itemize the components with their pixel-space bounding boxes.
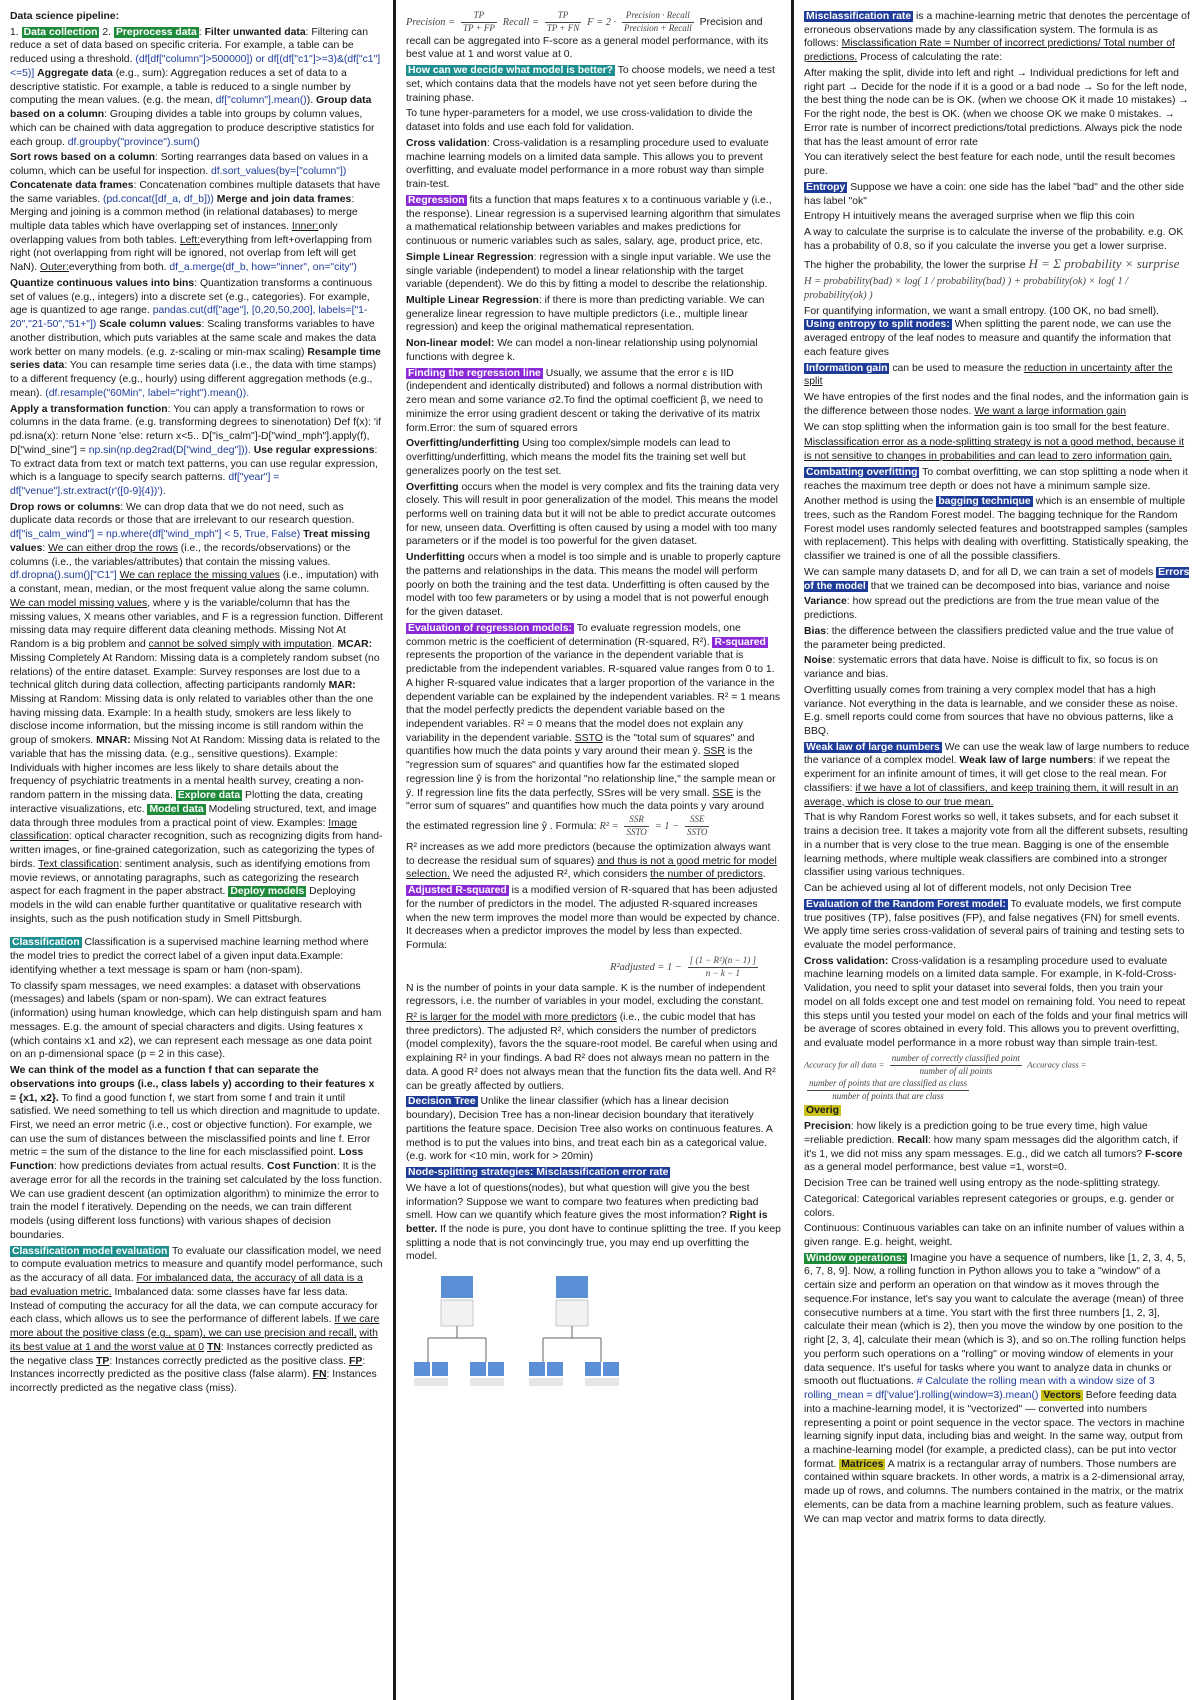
model-choice-heading: How can we decide what model is better? (408, 65, 614, 77)
paragraph-model-function: We can think of the model as a function f that can separate the observations into groups (i.e., class labels y) according to their features x = {x1, x2}. To find a good function f, we start from some f and train it until satisfied. We need something to tell us which direction and magnitude to update. First, we need an error metric (i.e., cost or objective function). For example, we can use the sum of distances between the misclassified points and line f. Error metric = the sum of the distance to the line for each misclassified point. Loss Function: how predictions deviates from actual results. Cost Function: It is the average error for all the records in the training set calculated by the loss function. We can use gradient descent (an optimization algorithm) to minimize the error to train the model f iteratively. Depending on the needs, we can train different models (using different loss functions) with various shapes of decision boundaries. (10, 1065, 382, 1241)
paragraph-missing-values: Drop rows or columns: We can drop data that we do not need, such as duplicate data records or those that are irrelevant to our research question. df["is_calm_wind"] = np.where(df["wind_mph"] < 5, True, False) Treat missing values: We can either drop the rows (i.e., the records/observations) or the columns (i.e., the variables/attributes) that contain the missing values. df.dropna().sum()["C1"] We can replace the missing values (i.e., imputation) with a constant, mean, median, or the most frequent value along the same column. We can model missing values, where y is the variable/column that has the missing values, X means other variables, and F is a regression function. Different missing data may require different data cleaning methods. Missing Not At Random is a big problem and cannot be solved simply with imputation. MCAR: Missing Completely At Random: Missing data is a completely random subset (no relations) of the entire dataset. Example: Survey responses are lost due to a technical glitch during data collection, affecting participants randomly MAR: Missing at Random: Missing data is only related to variables other than the one having missing data. Example: In a health study, smokers are less likely to disclose income information, but the missing income is still random within the group of smokers. MNAR: Missing Not At Random: Missing data is related to the variable that has the missing data. (e.g., sensitive questions). Example: Individuals with higher incomes are less likely to share details about the frequency of psychiatric treatments in a mental health survey, creating a non-random pattern in the missing data. Explore data Plotting the data, creating interactive visualizations, etc. Model data Modeling structured, text, and image data through three modules from a practical point of view. Examples: Image classification: optical character recognition, such as recognizing digits from hand-written images, or fine-grained categorization, such as categorizing the types of birds. Text classification: sentiment analysis, such as identifying emotions from movie reviews, or annotating paragraphs, such as categorizing the research aspect for each fragment in the paper abstract. Deploy models Deploying models in the wild can enable further quantitative or qualitative research with insights, such as the push notification study in Smell Pittsburgh. (10, 501, 383, 925)
entropy-formula: The higher the probability, the lower the surprise H = Σ probability × surprise (804, 256, 1180, 272)
paragraph-window-operations: Window operations: Imagine you have a sequence of numbers, like [1, 2, 3, 4, 5, 6, 7, 8, 9]. Now, a rolling function in Python allows you to take a "window" of a certain size and perform an operation on that window as it moves through the sequence.For instance, let's say you want to calculate the average (mean) of three consecutive numbers at a time. You start with the first three numbers [1, 2, 3], calculate their mean (which is 2), then you move the window by one position to the right [2, 3, 4], calculate their mean (which is 3), and so on.The rolling function helps you perform such operations on a "rolling" or moving window of elements in your data sequence. It's useful for tasks where you want to analyze data in chunks or smooth out fluctuations. # Calculate the rolling mean with a window size of 3 rolling_mean = df['value'].rolling(window=3).mean() Vectors Before feeding data into a machine-learning model, it is "vectorized" — converted into numbers representing a point or point sequence in the vector space. The vectors in machine learning signify input data, including bias and weight. In the same way, output from a machine-learning model (for example, a predicted class), can be put into vector format. Matrices A matrix is a rectangular array of numbers. Those numbers are contained within square brackets. In other words, a matrix is a 2-dimensional array, made up of rows, and columns. The numbers contained in the matrix, or the matrix elements, can be data from a machine learning problem, such as feature values. We can map vector and matrix forms to data directly. (804, 1252, 1186, 1525)
information-gain-heading: Information gain (806, 362, 888, 374)
paragraph-transform: Apply a transformation function: You can apply a transformation to rows or columns in the data frame. (e.g. transforming degrees to sinenotation) Def f(x): 'if pd.isna(x): return None 'else: return x<5.. D["is_calm"]-D["wind_mph"].apply(f), D["wind_sine"] = np.sin(np.deg2rad(D["wind_deg"])). Use regular expressions: To extract data from text or match text patterns, you can use regular expression, which is a language to specify search patterns. df["year"] = df["venue"].str.extract(r'([0-9]{4})'). (10, 403, 382, 497)
deploy-models-heading: Deploy models (230, 886, 305, 898)
adjusted-r2-formula: R²adjusted = 1 − $\frac{\text{[ (1 − R²)(n − 1) ]}}{n - k - 1}$ (610, 954, 757, 978)
paragraph-weak-law: Weak law of large numbers We can use the weak law of large numbers to reduce the variance of a complex model. Weak law of large numbers: if we repeat the experiment for an infinite amount of times, it will get close to the real mean. For classifiers: if we have a lot of classifiers, and keep training them, it will result in an average, which is close to our true mean. (804, 741, 1190, 808)
r-squared-heading: R-squared (714, 636, 766, 648)
tree-leaf-node (529, 1362, 545, 1376)
code-snippet: df["column"].mean() (215, 95, 307, 107)
tree-leaf-label (414, 1378, 448, 1386)
regression-eval-heading: Evaluation of regression models: (408, 622, 573, 634)
paragraph-regression: Regression fits a function that maps features x to a continuous variable y (i.e., the response). Linear regression is a supervised learning algorithm that simulates a mathematical relationship between variables and makes predictions for continuous or numeric variables such as sales, salary, age, product price, etc. (406, 194, 781, 248)
tree-root-question (441, 1300, 473, 1326)
model-errors-heading: Errors of the model (804, 566, 1190, 592)
regression-line-heading: Finding the regression line (408, 367, 541, 379)
paragraph-regression-line: Finding the regression line Usually, we assume that the error ε is IID (independent and identically distributed) and follows a normal distribution with zero mean and some variance σ2.To find the optimal coefficient β, we need to minimize the error using gradient descent or taking the derivative of its matrix form.Error: the sum of squared errors (406, 367, 764, 434)
node-splitting-heading: Node-splitting strategies: Misclassification error rate (408, 1167, 669, 1179)
paragraph-overfitting: Combatting overfitting To combat overfitting, we can stop splitting a node when it reaches the maximum tree depth or does not have a minimum sample size. (804, 466, 1188, 492)
tree-left (414, 1276, 504, 1386)
tree-root-question (556, 1300, 588, 1326)
random-forest-eval-heading: Evaluation of the Random Forest model: (806, 898, 1006, 910)
entropy-formula-expanded: H = probability(bad) × log( 1 / probability(bad) ) + probability(ok) × log( 1 / probability(ok) ) (804, 276, 1129, 301)
tree-root-node (556, 1276, 588, 1298)
entropy-heading: Entropy (806, 181, 846, 193)
paragraph-information-gain: Information gain can be used to measure the reduction in uncertainty after the split (804, 362, 1173, 388)
tree-leaf-node (585, 1362, 601, 1376)
column-1: Data science pipeline: 1. Data collection 2. Preprocess data : Filter unwanted data: Filtering can reduce a set of data based on specific criteria. For example, a table can be reduced using a threshold. (df[df["column"]>500000]) or df[(df["c1"]>=3)&(df["c1"]<=5)] Aggregate data (e.g., sum): Aggregation reduces a set of data to a descriptive statistic. For example, a table is reduced to a single number by computing the mean values. (e.g. the mean, df["column"].mean()). Group data based on a column: Grouping divides a table into groups by column values, which can be chained with data aggregation to produce descriptive statistics for each group. df.groupby("province").sum() Sort rows based on a column: Sorting rearranges data based on values in a column, which can be useful for inspection. df.sort_values(by=["column"]) Concatenate data frames: Concatenation combines multiple datasets that have the same variables. (pd.concat([df_a, df_b])) Merge and join data frames: Merging and joining is a common method (in relational databases) to merge multiple data tables which have overlapping set of instances. Inner:only overlapping values from both tables. Left:everything from left+overlapping from right (not overlapping from right will be ignored, not overlap from left will get NaN). Outer:everything from both. df_a.merge(df_b, how="inner", on="city") Quantize continuous values into bins: Quantization transforms a continuous set of values (e.g., integers) into a discrete set (e.g., categories). For example, age is quantized to age range. pandas.cut(df["age"], [0,20,50,200], labels=["1-20","21-50","51+"]) Scale column values: Scaling transforms variables to have another distribution, which puts variables at the same scale and makes the data work better on many models. (e.g. z-scaling or min-max scaling) Resample time series data: You can resample time series data (i.e., the data with time stamps) to a different frequency (e.g., hourly) using different aggregation methods (e.g., mean). (df.resample("60Min", label="right").mean()). Apply a transformation function: You can apply a transformation to rows or columns in the data frame. (e.g. transforming degrees to sinenotation) Def f(x): 'if pd.isna(x): return None 'else: return x<5.. D["is_calm"]-D["wind_mph"].apply(f), D["wind_sine"] = np.sin(np.deg2rad(D["wind_deg"])). Use regular expressions: To extract data from text or match text patterns, you can use regular expression, which is a language to specify search patterns. df["year"] = df["venue"].str.extract(r'([0-9]{4})'). Drop rows or columns: We can drop data that we do not need, such as duplicate data records or those that are irrelevant to our research question. df["is_calm_wind"] = np.where(df["wind_mph"] < 5, True, False) Treat missing values: We can either drop the rows (i.e., the records/observations) or the columns (i.e., the variables/attributes) that contain the missing values. df.dropna().sum()["C1"] We can replace the missing values (i.e., imputation) with a constant, mean, median, or the most frequent value along the same column. We can model missing values, where y is the variable/column that has the missing values, X means other variables, and F is a regression function. Different missing data may require different data cleaning methods. Missing Not At Random is a big problem and cannot be solved simply with imputation. MCAR: Missing Completely At Random: Missing data is a completely random subset (no relations) of the entire dataset. Example: Survey responses are lost due to a technical glitch during data collection, affecting participants randomly MAR: Missing at Random: Missing data is only related to variables other than the one having missing data. Example: In a health study, smokers are less likely to disclose income information, but the missing income is still random within the group of smokers. MNAR: Missing Not At Random: Missing data is related to the variable that has the missing data. (e.g., sensitive questions). Example: Individuals with higher incomes are less likely to share details about the frequency of psychiatric treatments in a mental health survey, creating a non-random pattern in the missing data. Explore data Plotting the data, creating interactive visualizations, etc. Model data Modeling structured, text, and image data through three modules from a practical point of view. Examples: Image classification: optical character recognition, such as recognizing digits from hand-written images, or fine-grained categorization, such as categorizing the types of birds. Text classification: sentiment analysis, such as identifying emotions from movie reviews, or annotating paragraphs, such as categorizing the research aspect for each fragment in the paper abstract. Deploy models Deploying models in the wild can enable further quantitative or qualitative research with insights, such as the push notification study in Smell Pittsburgh. Classification Classification is a supervised machine learning method where the model tries to predict the correct label of a given input data.Example: identifying whether a text message is spam or ham (non-spam). To classify spam messages, we need examples: a dataset with observations (messages) and labels (spam or non-spam). We can extract features (information) using human knowledge, which can help distinguish spam and ham messages. E.g. the amount of special characters and digits. Using features x (which contains x1 and x2), we can represent each message as one data point on an p-dimensional space (p = 2 in this case). We can think of the model as a function f that can separate the observations into groups (i.e., class labels y) according to their features x = {x1, x2}. To find a good function f, we start from some f and train it until satisfied. We need something to tell us which direction and magnitude to update. First, we need an error metric (i.e., cost or objective function). For example, we can use the sum of distances between the misclassified points and line f. Error metric = the sum of the distance to the line for each misclassified point. Loss Function: how predictions deviates from actual results. Cost Function: It is the average error for all the records in the training set calculated by the loss function. We can use gradient descent (an optimization algorithm) to minimize the error to train the model f iteratively. Depending on the needs, we can train different models (using different loss functions) with various shapes of decision boundaries. Classification model evaluation To evaluate our classification model, we need to compute evaluation metrics to measure and quantify model performance, such as the accuracy of all data. For imbalanced data, the accuracy of all data is a bad evaluation metric. Imbalanced data: some classes have far less data. Instead of computing the accuracy for all the data, we can compute accuracy for each class, which allows us to see the performance of different labels. If we care more about the positive class (e.g., spam), we can use precision and recall, with its best value at 1 and the worst value at 0 TN: Instances correctly predicted as the negative class TP: Instances correctly predicted as the positive class. FP: Instances incorrectly predicted as the positive class (false alarm). FN: Instances incorrectly predicted as the negative class (miss). (10, 11, 383, 1394)
paragraph-misclassification: Misclassification rate is a machine-learning metric that denotes the percentage of erroneous observations made by any classification system. The formula is as follows: Misclassification Rate = Number of incorrect predictions/ Total number of predictions. Process of calculating the rate: (804, 11, 1190, 64)
weak-law-heading: Weak law of large numbers (806, 741, 940, 753)
paragraph-quantize: Quantize continuous values into bins: Quantization transforms a continuous set of values (e.g., integers) into a discrete set (e.g., categories). For example, age is quantized to age range. pandas.cut(df["age"], [0,20,50,200], labels=["1-20","21-50","51+"]) Scale column values: Scaling transforms variables to have another distribution, which puts variables at the same scale and makes the data work better on many models. (e.g. z-scaling or min-max scaling) Resample time series data: You can resample time series data (i.e., the data with time stamps) to a different frequency (e.g., hourly) using different aggregation methods (e.g., mean). (df.resample("60Min", label="right").mean()). (10, 277, 381, 399)
data-collection-heading: Data collection (23, 26, 98, 38)
paragraph-random-forest-eval: Evaluation of the Random Forest model: To evaluate models, we first compute true positives (TP), false positives (FP), and false negatives (FN) for smell events. We apply time series cross-validation of several pairs of training and testing sets to evaluate the model performance. (804, 898, 1185, 951)
tree-leaf-node (470, 1362, 486, 1376)
tree-leaf-node (547, 1362, 563, 1376)
column-2: Precision = $\frac{TP}{TP + FP}$ Recall = $\frac{TP}{TP + FN}$ F = 2 · $\frac{\text{Precision · Recall}}{\text{Precision + Recall}}$ Precision and recall can be aggregated into F-score as a general model performance, with its best value at 1 and worst value at 0. How can we decide what model is better? To choose models, we need a test set, which contains data that the models have not yet seen before during the training phase. To tune hyper-parameters for a model, we use cross-validation to divide the dataset into folds and use each fold for validation. Cross validation: Cross-validation is a resampling procedure used to evaluate machine learning models on a limited data sample. This allows you to prevent overfitting, and evaluate model performance in a more robust way than simple train-test. Regression fits a function that maps features x to a continuous variable y (i.e., the response). Linear regression is a supervised learning algorithm that simulates a mathematical relationship between variables and makes predictions for continuous or numeric variables such as sales, salary, age, product price, etc. Simple Linear Regression: regression with a single input variable. We use the single variable (independent) to model a linear relationship with the target variable (dependent). We do this by fitting a model to describe the relationship. Multiple Linear Regression: if there is more than predicting variable. We can generalize linear regression to have multiple predictors (i.e., multiple linear regression) and keep the original mathematical representation. Non-linear model: We can model a non-linear relationship using polynomial functions with degree k. Finding the regression line Usually, we assume that the error ε is IID (independent and identically distributed) and follows a normal distribution with zero mean and some variance σ2.To find the optimal coefficient β, we need to minimize the error using gradient descent or taking the derivative of its matrix form.Error: the sum of squared errors Overfitting/underfitting Using too complex/simple models can lead to overfitting/underfitting, which means the model fits the training set well but generalizes poorly on the test set. Overfitting occurs when the model is very complex and fits the training data very closely. This will result in poor generalization of the model. This means the model performs well on training data but it will not be able to predict accurate outcomes for new, unseen data. Overfitting is often caused by using a model with too many parameters or if the model is too powerful for the given dataset. Underfitting occurs when a model is too simple and is unable to properly capture the patterns and relationships in the data. This means the model will perform poorly on both the training and the test data. Underfitting is often caused by the model with too few parameters or by using a model that is not powerful enough for the given dataset. Evaluation of regression models: To evaluate regression models, one common metric is the coefficient of determination (R-squared, R²). R-squared represents the proportion of the variance in the dependent variable that is predictable from the independent variables. R-squared value ranges from 0 to 1. A higher R-squared value indicates that a larger proportion of the variance in the dependent variable can be explained by the independent variables. R² = 1 means that the model perfectly predicts the dependent variable based on the independent variables. R² = 0 means that the model does not explain any variability in the dependent variable. SSTO is the "total sum of squares" and quantifies how much the data points y vary around their mean ȳ. SSR is the "regression sum of squares" and quantifies how far the estimated sloped regression line ŷ is from the horizontal "no relationship line," the sample mean or ȳ. If regression line fits the data perfectly, SSres will be very small. SSE is the "error sum of squares" and quantifies how much the data points y vary around the estimated regression line ŷ . Formula: R² = $\frac{\text{SSR}}{\text{SSTO}}$ = 1 − $\frac{\text{SSE}}{\text{SSTO}}$ R² increases as we add more predictors (because the optimization always want to decrease the residual sum of squares) and thus is not a good metric for model selection. We need the adjusted R², which considers the number of predictors. Adjusted R-squared is a modified version of R-squared that has been adjusted for the number of predictors in the model. The adjusted R-squared increases when the new term improves the model more than would be expected by chance. It decreases when a predictor improves the model by less than expected. Formula: R²adjusted = 1 − $\frac{\text{[ (1 − R²)(n − 1) ]}}{n - k - 1}$ N is the number of points in your data sample. K is the number of independent regressors, i.e. the number of variables in your model, excluding the constant. R² is larger for the model with more predictors (i.e., the cubic model that has three predictors). The adjusted R², which considers the number of predictors (model complexity), favors the the square-root model. Be careful when using and explaining R² in your findings. A bad R² does not always mean no pattern in the data. A good R² does not always mean that the function fits the data well. And R² can be greatly affected by outliers. Decision Tree Unlike the linear classifier (which has a linear decision boundary), Decision Tree has a non-linear decision boundary that iteratively partitions the feature space. Decision Tree also works on continuous features. A method is to put the values into bins, and treat each bin as a categorical value. (e.g. work for <10 min, work for > 20min) Node-splitting strategies: Misclassification error rate We have a lot of questions(nodes), but what question will give you the best information? Suppose we want to compare two features when predicting bad smell. How can we quantify which feature gives the most information? Right is better. If the node is pure, you dont have to continue splitting the tree. If you keep splitting a node that is not convincingly true, you may end up overfitting the model. (396, 0, 791, 1700)
paragraph-model-choice: How can we decide what model is better? To choose models, we need a test set, which contains data that the models have not yet seen before during the training phase. (406, 65, 775, 104)
paragraph-decision-tree: Decision Tree Unlike the linear classifier (which has a linear decision boundary), Decision Tree has a non-linear decision boundary that iteratively partitions the feature space. Decision Tree also works on continuous features. A method is to put the values into bins, and treat each bin as a categorical value. (e.g. work for <10 min, work for > 20min) (406, 1096, 773, 1163)
preprocess-data-heading: Preprocess data (115, 26, 197, 38)
accuracy-formulas: Accuracy for all data = $\frac{\text{number of correctly classified point}}{\text{number of all points}}$ Accuracy class = $\frac{\text{number of points that are classified as class}}{\text{number of points that are class}}$ (804, 1052, 1087, 1101)
code-snippet: (df[df["column"]>500000]) or df[(df["c1"]>=3)&(df["c1"]<=5)] (10, 54, 381, 79)
decision-tree-diagram (406, 1272, 626, 1398)
tree-leaf-node (603, 1362, 619, 1376)
precision-recall-formula: Precision = $\frac{TP}{TP + FP}$ Recall = $\frac{TP}{TP + FN}$ F = 2 · $\frac{\text{Precision · Recall}}{\text{Precision + Recall}}$ Precision and recall can be aggregated into F-score as a general model performance, with its best value at 1 and worst value at 0. (406, 10, 769, 61)
explore-data-heading: Explore data (177, 790, 241, 802)
window-operations-heading: Window operations: (806, 1252, 906, 1264)
paragraph-regression-eval: Evaluation of regression models: To evaluate regression models, one common metric is the coefficient of determination (R-squared, R²). R-squared represents the proportion of the variance in the dependent variable that is predictable from the independent variables. R-squared value ranges from 0 to 1. A higher R-squared value indicates that a larger proportion of the variance in the dependent variable can be explained by the independent variables. R² = 1 means that the model perfectly predicts the dependent variable based on the independent variables. R² = 0 means that the model does not explain any variability in the dependent variable. SSTO is the "total sum of squares" and quantifies how much the data points y vary around their mean ȳ. SSR is the "regression sum of squares" and quantifies how far the estimated sloped regression line ŷ is from the horizontal "no relationship line," the sample mean or ȳ. If regression line fits the data perfectly, SSres will be very small. SSE is the "error sum of squares" and quantifies how much the data points y vary around the estimated regression line ŷ . Formula: R² = $\frac{\text{SSR}}{\text{SSTO}}$ = 1 − $\frac{\text{SSE}}{\text{SSTO}}$ (406, 622, 781, 838)
model-data-heading: Model data (149, 803, 204, 815)
paragraph-adjusted-r2: Adjusted R-squared is a modified version of R-squared that has been adjusted for the number of predictors in the model. The adjusted R-squared increases when the new term improves the model more than would be expected by chance. It decreases when a predictor improves the model by less than expected. Formula: (406, 885, 780, 952)
bagging-heading: bagging technique (938, 496, 1031, 508)
tree-leaf-label (585, 1378, 619, 1386)
tree-leaf-label (529, 1378, 563, 1386)
tree-leaf-label (470, 1378, 504, 1386)
column-3: Misclassification rate is a machine-learning metric that denotes the percentage of erroneous observations made by any classification system. The formula is as follows: Misclassification Rate = Number of incorrect predictions/ Total number of predictions. Process of calculating the rate: After making the split, divide into left and right → Individual predictions for left and right part → Decide for the node if it is a good or a bad node → So for the left node, the best thing the node can be is OK. (when we choose OK it made 10 mistakes) → For the right node, the best is OK. (when we choose OK we make 0 mistakes. → Error rate is number of incorrect predictions/total predictions. Always pick the node that has the least amount of error rate You can iteratively select the best feature for each node, until the result becomes pure. Entropy Suppose we have a coin: one side has the label "bad" and the other side has label "ok" Entropy H intuitively means the averaged surprise when we flip this coin A way to calculate the surprise is to calculate the inverse of the probability. e.g. OK has a probability of 0.8, so if you calculate the inverse you get a lower surprise. The higher the probability, the lower the surprise H = Σ probability × surprise H = probability(bad) × log( 1 / probability(bad) ) + probability(ok) × log( 1 / probability(ok) ) For quantifying information, we want a small entropy. (100 OK, no bad smell). Using entropy to split nodes: When splitting the parent node, we can use the averaged entropy of the leaf nodes to measure and quantify the information that each feature gives Information gain can be used to measure the reduction in uncertainty after the split We have entropies of the first nodes and the final nodes, and the information gain is the difference between those nodes. We want a large information gain We can stop splitting when the information gain is too small for the best feature. Misclassification error as a node-splitting strategy is not a good method, because it is not sensitive to changes in probabilities and can lead to zero information gain. Combatting overfitting To combat overfitting, we can stop splitting a node when it reaches the maximum tree depth or does not have a minimum sample size. Another method is using the bagging technique which is an ensemble of multiple trees, such as the Random Forest model. The bagging technique for the Random Forest model uses randomly selected features and bootstrapped samples (samples with replacement). This helps with dealing with overfitting. Statistically speaking, the classifier we trained is one of all the possible classifiers. We can sample many datasets D, and for all D, we can train a set of models Errors of the model that we trained can be decomposed into bias, variance and noise Variance: how spread out the predictions are from the true mean value of the predictions. Bias: the difference between the classifiers predicted value and the true value of the parameter being predicted. Noise: systematic errors that data have. Noise is difficult to fix, so focus is on variance and bias. Overfitting usually comes from training a very complex model that has a high variance. Not everything in the data is learnable, and we consider these as noise. E.g. smell reports could come from sources that have no obvious patterns, like a BBQ. Weak law of large numbers We can use the weak law of large numbers to reduce the variance of a complex model. Weak law of large numbers: if we repeat the experiment for an infinite amount of times, it will get close to the real mean. For classifiers: if we have a lot of classifiers, and keep training them, it will result in an average, which is close to our true mean. That is why Random Forest works so well, it takes subsets, and for each subset it trains a decision tree. It takes a majority vote from all the different subsets, resulting in a number that is very close to the true mean. Bagging is one of the ensemble learning methods, where multiple weak classifiers are combined into a stronger classifier using various techniques. Can be achieved using al lot of different models, not only Decision Tree Evaluation of the Random Forest model: To evaluate models, we first compute true positives (TP), false positives (FP), and false negatives (FN) for smell events. We apply time series cross-validation of several pairs of training and testing sets to evaluate the model performance. Cross validation: Cross-validation is a resampling procedure used to evaluate machine learning models on a limited data sample. For example, in K-fold-Cross-Validation, you need to split your dataset into several folds, then you train your model on all folds except one and test model on remaining fold. You need to repeat this steps until you tested your model on each of the folds and your final metrics will be average of scores obtained in every fold. This allows you to prevent overfitting, and evaluate model performance in a more robust way than simple train-test. Accuracy for all data = $\frac{\text{number of correctly classified point}}{\text{number of all points}}$ Accuracy class = $\frac{\text{number of points that are classified as class}}{\text{number of points that are class}}$ Overig Precision: how likely is a prediction going to be true every time, high value =reliable prediction. Recall: how many spam messages did the algorithm catch, if it's 1, we did not miss any spam messages. E.g., did we catch all tumors? F-score as a general model performance, best value =1, worst=0. Decision Tree can be trained well using entropy as the node-splitting strategy. Categorical: Categorical variables represent categories or groups, e.g. gender or colors. Continuous: Continuous variables can take on an infinite number of values within a given range. E.g. height, weight. Window operations: Imagine you have a sequence of numbers, like [1, 2, 3, 4, 5, 6, 7, 8, 9]. Now, a rolling function in Python allows you to take a "window" of a certain size and perform an operation on that window as it moves through the sequence.For instance, let's say you want to calculate the average (mean) of three consecutive numbers at a time. You start with the first three numbers [1, 2, 3], calculate their mean (which is 2), then you move the window by one position to the right [2, 3, 4], calculate their mean (which is 3), and so on.The rolling function helps you perform such operations on a "rolling" or moving window of elements in your data sequence. It's useful for tasks where you want to analyze data in chunks or smooth out fluctuations. # Calculate the rolling mean with a window size of 3 rolling_mean = df['value'].rolling(window=3).mean() Vectors Before feeding data into a machine-learning model, it is "vectorized" — converted into numbers representing a point or point sequence in the vector space. The vectors in machine learning signify input data, including bias and weight. In the same way, output from a machine-learning model (for example, a predicted class), can be put into vector format. Matrices A matrix is a rectangular array of numbers. Those numbers are contained within square brackets. In other words, a matrix is a 2-dimensional array, made up of rows, and columns. The numbers contained in the matrix, or the matrix elements, can be data from a machine learning problem, such as feature values. We can map vector and matrix forms to data directly. (804, 11, 1190, 1525)
adjusted-r-squared-heading: Adjusted R-squared (408, 885, 507, 897)
paragraph-classification-eval: Classification model evaluation To evaluate our classification model, we need to compute evaluation metrics to measure and quantify model performance, such as the accuracy of all data. For imbalanced data, the accuracy of all data is a bad evaluation metric. Imbalanced data: some classes have far less data. Instead of computing the accuracy for all the data, we can compute accuracy for each class, which allows us to see the performance of different labels. If we care more about the positive class (e.g., spam), we can use precision and recall, with its best value at 1 and the worst value at 0 TN: Instances correctly predicted as the negative class TP: Instances correctly predicted as the positive class. FP: Instances incorrectly predicted as the positive class (false alarm). FN: Instances incorrectly predicted as the negative class (miss). (10, 1245, 383, 1394)
pipeline-steps: 1. Data collection 2. Preprocess data : Filter unwanted data: Filtering can reduce a set of data based on specific criteria. For example, a table can be reduced using a threshold. (df[df["column"]>500000]) or df[(df["c1"]>=3)&(df["c1"]<=5)] Aggregate data (e.g., sum): Aggregation reduces a set of data to a descriptive statistic. For example, a table is reduced to a single number by computing the mean values. (e.g. the mean, df["column"].mean()). Group data based on a column: Grouping divides a table into groups by column values, which can be chained with data aggregation to produce descriptive statistics for each group. df.groupby("province").sum() (10, 26, 381, 148)
pipeline-title: Data science pipeline: (10, 11, 120, 22)
tree-root-node (441, 1276, 473, 1298)
combatting-overfitting-heading: Combatting overfitting (806, 466, 918, 478)
decision-tree-heading: Decision Tree (408, 1096, 476, 1108)
matrices-heading: Matrices (841, 1458, 884, 1470)
regression-heading: Regression (408, 194, 465, 206)
vectors-heading: Vectors (1043, 1390, 1081, 1402)
misclassification-rate-heading: Misclassification rate (806, 11, 912, 22)
tree-leaf-node (414, 1362, 430, 1376)
tree-right (529, 1276, 619, 1386)
code-snippet: df.groupby("province").sum() (67, 136, 200, 148)
tree-leaf-node (432, 1362, 448, 1376)
overig-heading: Overig (806, 1105, 839, 1117)
classification-heading: Classification (12, 937, 80, 949)
paragraph-sort-merge: Sort rows based on a column: Sorting rearranges data based on values in a column, which can be useful for inspection. df.sort_values(by=["column"]) Concatenate data frames: Concatenation combines multiple datasets that have the same variables. (pd.concat([df_a, df_b])) Merge and join data frames: Merging and joining is a common method (in relational databases) to merge multiple data tables which have overlapping set of instances. Inner:only overlapping values from both tables. Left:everything from left+overlapping from right (not overlapping from right will be ignored, not overlap from left will get NaN). Outer:everything from both. df_a.merge(df_b, how="inner", on="city") (10, 152, 381, 274)
classification-eval-heading: Classification model evaluation (12, 1245, 168, 1257)
entropy-split-heading: Using entropy to split nodes: (806, 319, 950, 331)
tree-leaf-node (488, 1362, 504, 1376)
paragraph-entropy: Entropy Suppose we have a coin: one side has the label "bad" and the other side has label "ok" (804, 181, 1184, 207)
paragraph-classification: Classification Classification is a supervised machine learning method where the model tries to predict the correct label of a given input data.Example: identifying whether a text message is spam or ham (non-spam). (10, 937, 369, 976)
